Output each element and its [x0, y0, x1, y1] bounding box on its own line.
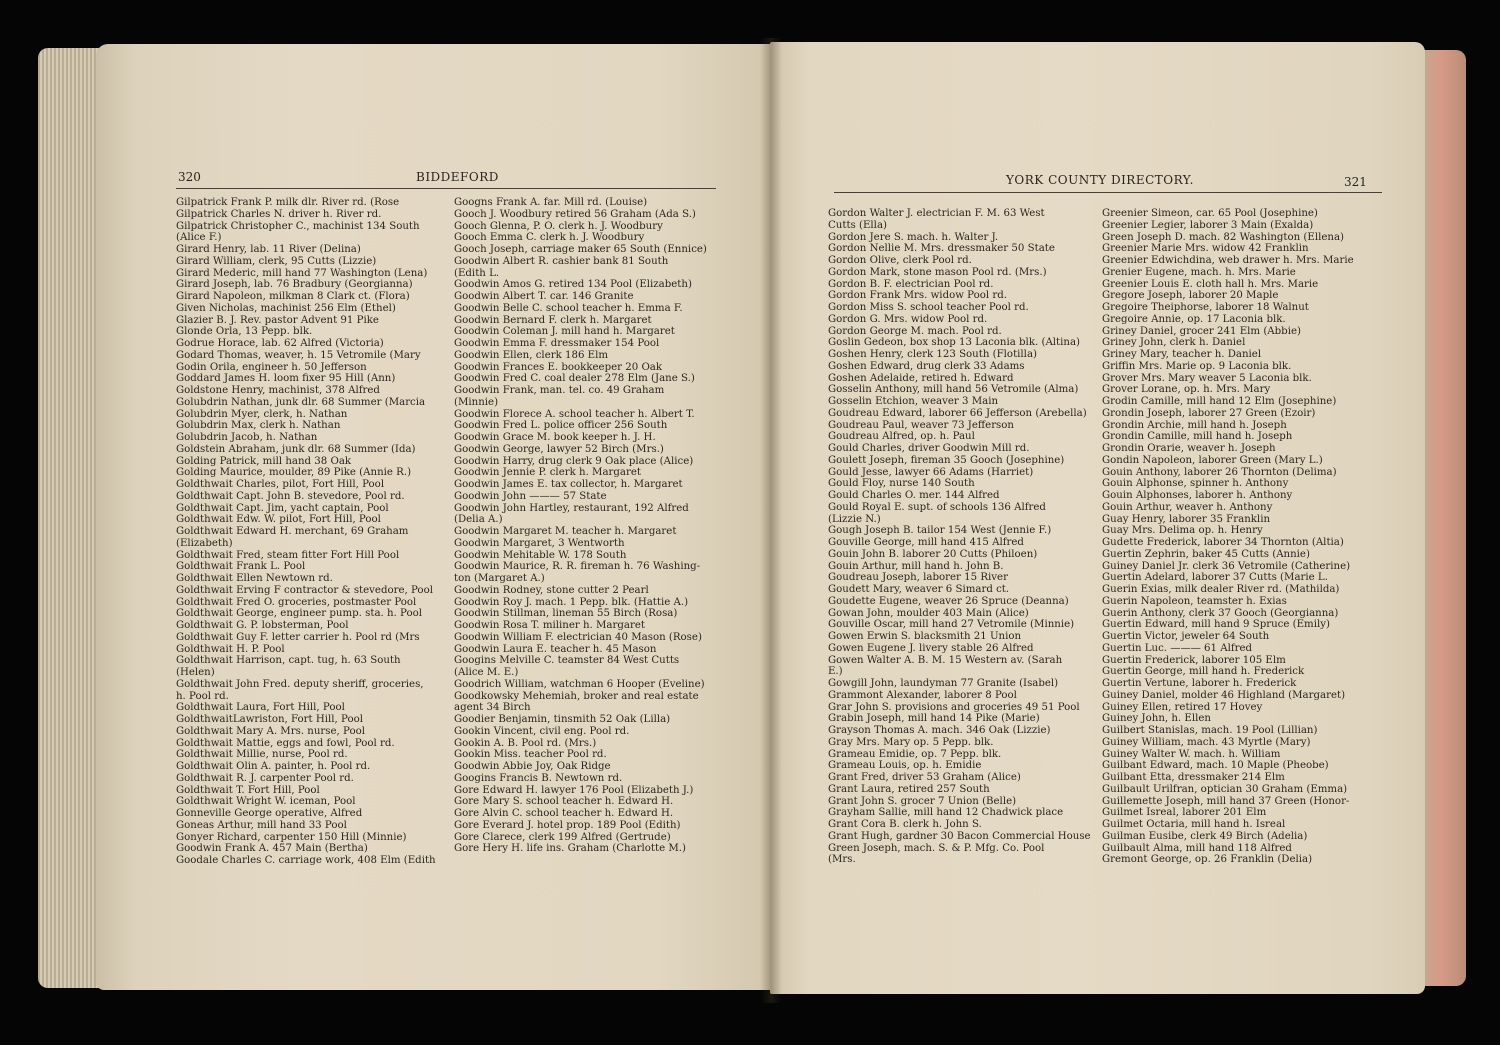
directory-entry: Girard Napoleon, milkman 8 Clark ct. (Flora) [176, 291, 410, 302]
directory-entry: Griney Mary, teacher h. Daniel [1102, 349, 1262, 360]
directory-entry: Greenier Edwichdina, web drawer h. Mrs. Marie [1102, 255, 1354, 266]
directory-entry: Gilpatrick Christopher C., machinist 134 South [176, 220, 420, 232]
directory-entry: Goodwin Maurice, R. R. fireman h. 76 Washing- [454, 561, 701, 573]
page-number: 320 [178, 170, 201, 184]
directory-entry: Goodwin Albert R. cashier bank 81 South [454, 255, 669, 267]
directory-entry: Goldthwait Mattie, eggs and fowl, Pool rd. [176, 737, 395, 749]
directory-entry: Girard Mederic, mill hand 77 Washington (Lena) [176, 267, 428, 279]
directory-entry: Gough Joseph B. tailor 154 West (Jennie F.) [828, 525, 1052, 537]
directory-entry: E.) [828, 666, 843, 678]
directory-entry: (Edith L. [454, 267, 500, 279]
running-head: BIDDEFORD [416, 170, 499, 184]
directory-entry: Gore Everard J. hotel prop. 189 Pool (Edith) [454, 819, 681, 831]
directory-entry: Goldthwait H. P. Pool [176, 643, 285, 655]
directory-entry: Guiney Ellen, retired 17 Hovey [1102, 701, 1263, 713]
directory-entry: Gooch Joseph, carriage maker 65 South (Ennice) [454, 244, 707, 255]
directory-entry: Glonde Orla, 13 Pepp. blk. [176, 326, 313, 338]
directory-entry: Gouin John B. laborer 20 Cutts (Philoen) [828, 548, 1038, 560]
directory-entry: Girard Henry, lab. 11 River (Delina) [176, 244, 361, 255]
directory-entry: Goodwin Amos G. retired 134 Pool (Elizabeth) [454, 279, 692, 291]
directory-entry: Goldthwait Frank L. Pool [176, 561, 306, 573]
directory-entry: Gordon George M. mach. Pool rd. [828, 325, 1002, 337]
directory-entry: Grar John S. provisions and groceries 49 51 Pool [828, 701, 1080, 713]
directory-entry: Goodwin Mehitable W. 178 South [454, 549, 627, 561]
directory-entry: Gooch J. Woodbury retired 56 Graham (Ada S.) [454, 208, 696, 220]
directory-entry: Goodwin George, lawyer 52 Birch (Mrs.) [454, 443, 664, 455]
directory-entry: Greenier Legier, laborer 3 Main (Exalda) [1102, 219, 1314, 231]
directory-entry: Gordon Mark, stone mason Pool rd. (Mrs.) [828, 266, 1047, 278]
directory-entry: Gookin Miss. teacher Pool rd. [454, 749, 607, 761]
directory-entry: Goodwin Stillman, lineman 55 Birch (Rosa) [454, 608, 678, 620]
directory-entry: Guay Henry, laborer 35 Franklin [1102, 513, 1271, 525]
directory-entry: Guilbant Edward, mach. 10 Maple (Pheobe) [1102, 760, 1329, 772]
directory-entry: Grenier Eugene, mach. h. Mrs. Marie [1102, 266, 1296, 278]
directory-entry: Gore Clarece, clerk 199 Alfred (Gertrude) [454, 831, 671, 843]
directory-entry: Guerin Exias, milk dealer River rd. (Mathilda) [1102, 584, 1340, 595]
directory-entry: Cutts (Ella) [828, 219, 887, 231]
directory-entry: Goodkowsky Mehemiah, broker and real estate [454, 690, 699, 702]
directory-entry: (Helen) [176, 667, 215, 678]
directory-entry: Goudett Mary, weaver 6 Simard ct. [828, 584, 1010, 595]
directory-entry: Goslin Gedeon, box shop 13 Laconia blk. (Altina) [828, 337, 1081, 349]
directory-entry: Goldthwait Fred O. groceries, postmaster Pool [176, 596, 417, 608]
directory-entry: Goldthwait Edw. W. pilot, Fort Hill, Pool [176, 514, 381, 526]
directory-entry: Goudreau Paul, weaver 73 Jefferson [828, 419, 1014, 431]
directory-entry: Guilbert Stanislas, mach. 19 Pool (Lillian) [1102, 725, 1318, 736]
directory-entry: Goodwin Grace M. book keeper h. J. H. [454, 432, 656, 443]
directory-entry: Grayson Thomas A. mach. 346 Oak (Lizzie) [828, 725, 1051, 736]
directory-entry: Grondin Camille, mill hand h. Joseph [1102, 431, 1293, 443]
directory-entry: Grammont Alexander, laborer 8 Pool [828, 689, 1017, 701]
directory-entry: Gouin Arthur, mill hand h. John B. [828, 560, 1004, 572]
directory-entry: Goodwin Jennie P. clerk h. Margaret [454, 467, 642, 479]
directory-entry: Grameau Emidie, op. 7 Pepp. blk. [828, 748, 1002, 760]
directory-entry: Gregore Joseph, laborer 20 Maple [1102, 290, 1279, 302]
directory-entry: Grover Lorane, op. h. Mrs. Mary [1102, 384, 1271, 396]
header-rule [176, 188, 716, 189]
directory-entry: Goulett Joseph, fireman 35 Gooch (Josephine) [828, 454, 1065, 466]
directory-entry: Gould Charles, driver Goodwin Mill rd. [828, 443, 1030, 454]
directory-entry: Goldstone Henry, machinist, 378 Alfred [176, 385, 380, 396]
directory-entry: Gouin Alphonse, spinner h. Anthony [1102, 478, 1289, 490]
directory-entry: Gore Mary S. school teacher h. Edward H. [454, 796, 674, 808]
directory-entry: Guilbant Etta, dressmaker 214 Elm [1102, 772, 1285, 783]
directory-entry: Greenier Louis E. cloth hall h. Mrs. Marie [1102, 278, 1319, 290]
directory-entry: Gordon Olive, clerk Pool rd. [828, 255, 972, 266]
directory-entry: Guerin Napoleon, teamster h. Exias [1102, 595, 1287, 607]
directory-entry: Goodwin Ellen, clerk 186 Elm [454, 349, 609, 361]
directory-entry: Goneas Arthur, mill hand 33 Pool [176, 819, 347, 831]
directory-entry: Goldthwait Millie, nurse, Pool rd. [176, 749, 348, 761]
directory-entry: Goldthwait Capt. Jim, yacht captain, Pool [176, 502, 389, 514]
directory-entry: Gregoire Theiphorse, laborer 18 Walnut [1102, 302, 1309, 313]
directory-entry: Gonneville George operative, Alfred [176, 808, 363, 819]
directory-entry: Griney Daniel, grocer 241 Elm (Abbie) [1102, 325, 1301, 337]
right-page [770, 42, 1425, 994]
directory-entry: Goodale Charles C. carriage work, 408 Elm (Edith [176, 855, 436, 866]
directory-entry: Guilbault Urilfran, optician 30 Graham (Emma) [1102, 783, 1348, 795]
directory-entry: (Alice F.) [176, 232, 222, 244]
directory-entry: Green Joseph D. mach. 82 Washington (Ellena) [1102, 231, 1345, 243]
directory-entry: Grodin Camille, mill hand 12 Elm (Josephine) [1102, 396, 1337, 407]
directory-entry: Goldthwait Mary A. Mrs. nurse, Pool [176, 725, 365, 737]
directory-entry: agent 34 Birch [454, 702, 531, 714]
directory-entry: Gordon Walter J. electrician F. M. 63 West [828, 208, 1045, 219]
directory-entry: Guerin Anthony, clerk 37 Gooch (Georgianna) [1102, 607, 1339, 619]
directory-entry: Goodwin Roy J. mach. 1 Pepp. blk. (Hattie A.) [454, 596, 689, 608]
directory-entry: Gouin Alphonses, laborer h. Anthony [1102, 490, 1293, 501]
directory-entry: Guillemette Joseph, mill hand 37 Green (Honor- [1102, 795, 1350, 807]
directory-entry: Goodwin Harry, drug clerk 9 Oak place (Alice) [454, 455, 694, 467]
directory-entry: Guertin George, mill hand h. Frederick [1102, 666, 1305, 678]
directory-column-1 [176, 197, 436, 867]
directory-entry: Grabin Joseph, mill hand 14 Pike (Marie) [828, 713, 1040, 725]
directory-entry: Goldthwait Charles, pilot, Fort Hill, Pool [176, 479, 385, 490]
directory-entry: Goudreau Alfred, op. h. Paul [828, 431, 975, 443]
directory-entry: Goldthwait Harrison, capt. tug, h. 63 South [176, 655, 401, 667]
directory-entry: Gouville Oscar, mill hand 27 Vetromile (Minnie) [828, 619, 1075, 631]
directory-entry: Guertin Luc. ——— 61 Alfred [1102, 642, 1253, 654]
directory-entry: Gudette Frederick, laborer 34 Thornton (Altia) [1102, 537, 1344, 548]
page-edges-left [38, 48, 100, 988]
directory-entry: Grover Mrs. Mary weaver 5 Laconia blk. [1102, 372, 1312, 384]
directory-entry: Griffin Mrs. Marie op. 9 Laconia blk. [1102, 360, 1292, 372]
directory-entry: Guertin Vertune, laborer h. Frederick [1102, 678, 1297, 689]
directory-entry: Gordon Nellie M. Mrs. dressmaker 50 State [828, 243, 1055, 255]
directory-entry: Grameau Louis, op. h. Emidie [828, 760, 982, 772]
directory-entry: Gilpatrick Charles N. driver h. River rd. [176, 208, 382, 220]
directory-entry: Griney John, clerk h. Daniel [1102, 337, 1246, 349]
directory-entry: Goldthwait Laura, Fort Hill, Pool [176, 702, 345, 714]
directory-entry: Goldthwait Erving F contractor & stevedore, Pool [176, 584, 433, 596]
directory-entry: Goodier Benjamin, tinsmith 52 Oak (Lilla) [454, 714, 671, 725]
directory-entry: Gosselin Etchion, weaver 3 Main [828, 396, 999, 407]
directory-entry: Guilmet Octaria, mill hand h. Isreal [1102, 819, 1286, 830]
directory-entry: Goldthwait Guy F. letter carrier h. Pool rd (Mrs [176, 631, 420, 643]
directory-entry: h. Pool rd. [176, 690, 229, 702]
directory-entry: Gooch Emma C. clerk h. J. Woodbury [454, 232, 645, 244]
directory-entry: Grayham Sallie, mill hand 12 Chadwick place [828, 807, 1064, 819]
directory-entry: Gouville George, mill hand 415 Alfred [828, 537, 1024, 548]
directory-entry: Gondin Napoleon, laborer Green (Mary L.) [1102, 454, 1323, 466]
directory-entry: Guay Mrs. Delima op. h. Henry [1102, 525, 1263, 537]
directory-entry: Golubdrin Jacob, h. Nathan [176, 432, 318, 443]
directory-entry: Grant Hugh, gardner 30 Bacon Commercial House [828, 830, 1091, 842]
directory-entry: Greenier Simeon, car. 65 Pool (Josephine) [1102, 208, 1318, 219]
page-edges-right [1424, 50, 1466, 986]
directory-entry: Guertin Zephrin, baker 45 Cutts (Annie) [1102, 548, 1310, 560]
directory-entry: Golubdrin Myer, clerk, h. Nathan [176, 408, 348, 420]
directory-entry: Goodwin Rodney, stone cutter 2 Pearl [454, 584, 649, 596]
directory-entry: Goshen Henry, clerk 123 South (Flotilla) [828, 349, 1037, 360]
directory-entry: Goldstein Abraham, junk dlr. 68 Summer (Ida) [176, 443, 416, 455]
directory-entry: Goudette Eugene, weaver 26 Spruce (Deanna) [828, 595, 1069, 607]
directory-entry: (Lizzie N.) [828, 513, 881, 525]
directory-entry: Gowen Erwin S. blacksmith 21 Union [828, 631, 1022, 642]
directory-entry: Gremont George, op. 26 Franklin (Delia) [1102, 854, 1313, 866]
running-head: YORK COUNTY DIRECTORY. [1006, 173, 1194, 187]
directory-entry: Gowgill John, laundyman 77 Granite (Isabel) [828, 678, 1059, 689]
directory-entry: Goodwin Florece A. school teacher h. Albert T. [454, 408, 695, 420]
directory-entry: Gowen Eugene J. livery stable 26 Alfred [828, 642, 1034, 654]
directory-entry: ton (Margaret A.) [454, 573, 545, 584]
directory-entry: Gilpatrick Frank P. milk dlr. River rd. (Rose [176, 197, 400, 208]
directory-entry: Gordon Frank Mrs. widow Pool rd. [828, 290, 1008, 302]
directory-entry: Golding Maurice, moulder, 89 Pike (Annie R.) [176, 467, 412, 479]
directory-entry: Goodwin Frances E. bookkeeper 20 Oak [454, 361, 663, 373]
directory-entry: Grant Laura, retired 257 South [828, 783, 990, 795]
directory-entry: Gordon B. F. electrician Pool rd. [828, 278, 994, 290]
directory-entry: Goodwin Frank, man. tel. co. 49 Graham [454, 385, 665, 396]
directory-entry: Girard Joseph, lab. 76 Bradbury (Georgianna) [176, 279, 413, 291]
directory-entry: Grant Cora B. clerk h. John S. [828, 819, 982, 830]
directory-entry: Goshen Edward, drug clerk 33 Adams [828, 360, 1025, 372]
directory-entry: Goodwin Margaret M. teacher h. Margaret [454, 526, 677, 537]
directory-entry: Grant John S. grocer 7 Union (Belle) [828, 795, 1017, 807]
directory-column-2 [454, 197, 707, 855]
directory-entry: Goodwin Emma F. dressmaker 154 Pool [454, 338, 660, 349]
directory-entry: Guiney William, mach. 43 Myrtle (Mary) [1102, 736, 1311, 748]
directory-entry: Gooch Glenna, P. O. clerk h. J. Woodbury [454, 220, 663, 232]
directory-entry: Given Nicholas, machinist 256 Elm (Ethel) [176, 302, 396, 314]
directory-entry: Gould Floy, nurse 140 South [828, 478, 975, 490]
directory-entry: Goldthwait T. Fort Hill, Pool [176, 784, 320, 796]
directory-entry: Goodwin Fred C. coal dealer 278 Elm (Jane S.) [454, 373, 695, 385]
directory-entry: Guertin Frederick, laborer 105 Elm [1102, 654, 1286, 666]
directory-entry: Gouin Anthony, laborer 26 Thornton (Delima) [1102, 466, 1337, 478]
directory-entry: Goodwin Laura E. teacher h. 45 Mason [454, 643, 657, 655]
directory-entry: Glazier B. J. Rev. pastor Advent 91 Pike [176, 314, 379, 326]
directory-entry: (Minnie) [454, 396, 499, 408]
header-rule [834, 192, 1382, 193]
directory-entry: Gregoire Annie, op. 17 Laconia blk. [1102, 313, 1286, 325]
directory-entry: Goodwin Bernard F. clerk h. Margaret [454, 314, 652, 326]
directory-entry: Girard William, clerk, 95 Cutts (Lizzie) [176, 255, 377, 267]
directory-entry: Goodwin James E. tax collector, h. Margaret [454, 479, 683, 490]
directory-entry: Goodwin John ——— 57 State [454, 490, 607, 502]
directory-entry: Goshen Adelaide, retired h. Edward [828, 372, 1014, 384]
directory-entry: Gordon Miss S. school teacher Pool rd. [828, 302, 1029, 313]
directory-entry: Greenier Marie Mrs. widow 42 Franklin [1102, 243, 1309, 255]
directory-entry: (Delia A.) [454, 514, 503, 526]
directory-entry: Goodwin Frank A. 457 Main (Bertha) [176, 843, 368, 855]
directory-entry: Goodwin Belle C. school teacher h. Emma F. [454, 302, 683, 314]
directory-entry: Gould Royal E. supt. of schools 136 Alfred [828, 501, 1046, 513]
directory-entry: Goldthwait R. J. carpenter Pool rd. [176, 772, 354, 784]
directory-entry: Golubdrin Nathan, junk dlr. 68 Summer (Marcia [176, 396, 426, 408]
directory-entry: Gould Jesse, lawyer 66 Adams (Harriet) [828, 466, 1034, 478]
directory-entry: Goodwin Rosa T. miliner h. Margaret [454, 620, 645, 631]
directory-entry: Goodwin Coleman J. mill hand h. Margaret [454, 326, 675, 338]
directory-entry: Goodwin Margaret, 3 Wentworth [454, 537, 625, 549]
directory-entry: Guiney Daniel Jr. clerk 36 Vetromile (Catherine) [1102, 560, 1351, 572]
directory-entry: Gordon Jere S. mach. h. Walter J. [828, 231, 999, 243]
directory-entry: Gookin A. B. Pool rd. (Mrs.) [454, 737, 597, 749]
directory-entry: Grondin Archie, mill hand h. Joseph [1102, 419, 1287, 431]
directory-entry: Gray Mrs. Mary op. 5 Pepp. blk. [828, 736, 994, 748]
directory-entry: Goodwin Fred L. police officer 256 South [454, 420, 668, 432]
directory-entry: Gowen Walter A. B. M. 15 Western av. (Sarah [828, 654, 1063, 666]
directory-entry: Gore Alvin C. school teacher h. Edward H. [454, 808, 674, 819]
directory-entry: Golding Patrick, mill hand 38 Oak [176, 455, 352, 467]
directory-entry: (Elizabeth) [176, 537, 233, 549]
directory-entry: Goldthwait Olin A. painter, h. Pool rd. [176, 761, 371, 772]
directory-entry: Goudreau Edward, laborer 66 Jefferson (Arebella) [828, 407, 1087, 419]
directory-entry: (Mrs. [828, 854, 856, 866]
directory-entry: Goldthwait Wright W. iceman, Pool [176, 796, 356, 808]
directory-entry: Goldthwait Fred, steam fitter Fort Hill Pool [176, 549, 400, 561]
directory-entry: Godrue Horace, lab. 62 Alfred (Victoria) [176, 338, 384, 349]
directory-entry: Goodwin William F. electrician 40 Mason (Rose) [454, 631, 702, 643]
directory-entry: Gould Charles O. mer. 144 Alfred [828, 490, 1000, 501]
directory-entry: Goldthwait Edward H. merchant, 69 Graham [176, 526, 409, 537]
directory-entry: Goodwin John Hartley, restaurant, 192 Alfred [454, 502, 689, 514]
directory-entry: Guilbault Alma, mill hand 118 Alfred [1102, 842, 1292, 854]
directory-entry: Guiney Walter W. mach. h. William [1102, 748, 1281, 760]
directory-entry: Goldthwait Ellen Newtown rd. [176, 573, 333, 584]
directory-entry: Googins Francis B. Newtown rd. [454, 772, 623, 784]
directory-entry: Googins Melville C. teamster 84 West Cutts [454, 655, 680, 667]
directory-entry: Goldthwait George, engineer pump. sta. h. Pool [176, 608, 423, 620]
directory-entry: Grondin Joseph, laborer 27 Green (Ezoir) [1102, 407, 1316, 419]
directory-entry: Guilman Eusibe, clerk 49 Birch (Adelia) [1102, 830, 1308, 842]
directory-entry: GoldthwaitLawriston, Fort Hill, Pool [176, 714, 363, 725]
directory-entry: Goldthwait G. P. lobsterman, Pool [176, 620, 349, 631]
directory-entry: Guiney John, h. Ellen [1102, 713, 1211, 725]
directory-entry: Gowan John, moulder 403 Main (Alice) [828, 607, 1029, 619]
directory-entry: Gore Edward H. lawyer 176 Pool (Elizabeth J.) [454, 784, 694, 796]
directory-entry: Gosselin Anthony, mill hand 56 Vetromile (Alma) [828, 384, 1079, 396]
page-number: 321 [1344, 175, 1367, 189]
directory-entry: Godin Orila, engineer h. 50 Jefferson [176, 361, 367, 373]
directory-entry: Gookin Vincent, civil eng. Pool rd. [454, 725, 630, 737]
directory-entry: Guertin Edward, mill hand 9 Spruce (Emily) [1102, 619, 1330, 631]
directory-entry: Goddard James H. loom fixer 95 Hill (Ann) [176, 373, 396, 385]
directory-entry: Goldthwait Capt. John B. stevedore, Pool rd. [176, 490, 405, 502]
directory-entry: (Alice M. E.) [454, 667, 519, 678]
directory-entry: Gordon G. Mrs. widow Pool rd. [828, 313, 988, 325]
directory-entry: Godard Thomas, weaver, h. 15 Vetromile (Mary [176, 349, 421, 361]
open-book [38, 38, 1470, 1003]
directory-entry: Gonyer Richard, carpenter 150 Hill (Minnie) [176, 831, 407, 843]
directory-entry: Gouin Arthur, weaver h. Anthony [1102, 501, 1273, 513]
directory-entry: Guertin Adelard, laborer 37 Cutts (Marie L. [1102, 572, 1328, 584]
directory-column-1 [828, 208, 1091, 866]
directory-entry: Guilmet Isreal, laborer 201 Elm [1102, 807, 1267, 819]
left-page [96, 44, 772, 990]
directory-entry: Goldthwait John Fred. deputy sheriff, groceries, [176, 678, 424, 690]
directory-column-2 [1102, 208, 1354, 866]
directory-entry: Goodwin Albert T. car. 146 Granite [454, 291, 634, 302]
directory-entry: Goodwin Abbie Joy, Oak Ridge [454, 761, 611, 772]
directory-entry: Gore Hery H. life ins. Graham (Charlotte M.) [454, 843, 687, 855]
directory-entry: Guiney Daniel, molder 46 Highland (Margaret) [1102, 689, 1346, 701]
directory-entry: Goudreau Joseph, laborer 15 River [828, 572, 1008, 584]
directory-entry: Green Joseph, mach. S. & P. Mfg. Co. Pool [828, 842, 1045, 854]
book-gutter [760, 38, 782, 1003]
directory-entry: Googns Frank A. far. Mill rd. (Louise) [454, 197, 648, 208]
directory-entry: Grondin Orarie, weaver h. Joseph [1102, 443, 1276, 454]
directory-entry: Golubdrin Max, clerk h. Nathan [176, 420, 341, 432]
directory-entry: Guertin Victor, jeweler 64 South [1102, 631, 1270, 642]
directory-entry: Goodrich William, watchman 6 Hooper (Eveline) [454, 678, 705, 690]
directory-entry: Grant Fred, driver 53 Graham (Alice) [828, 772, 1021, 783]
